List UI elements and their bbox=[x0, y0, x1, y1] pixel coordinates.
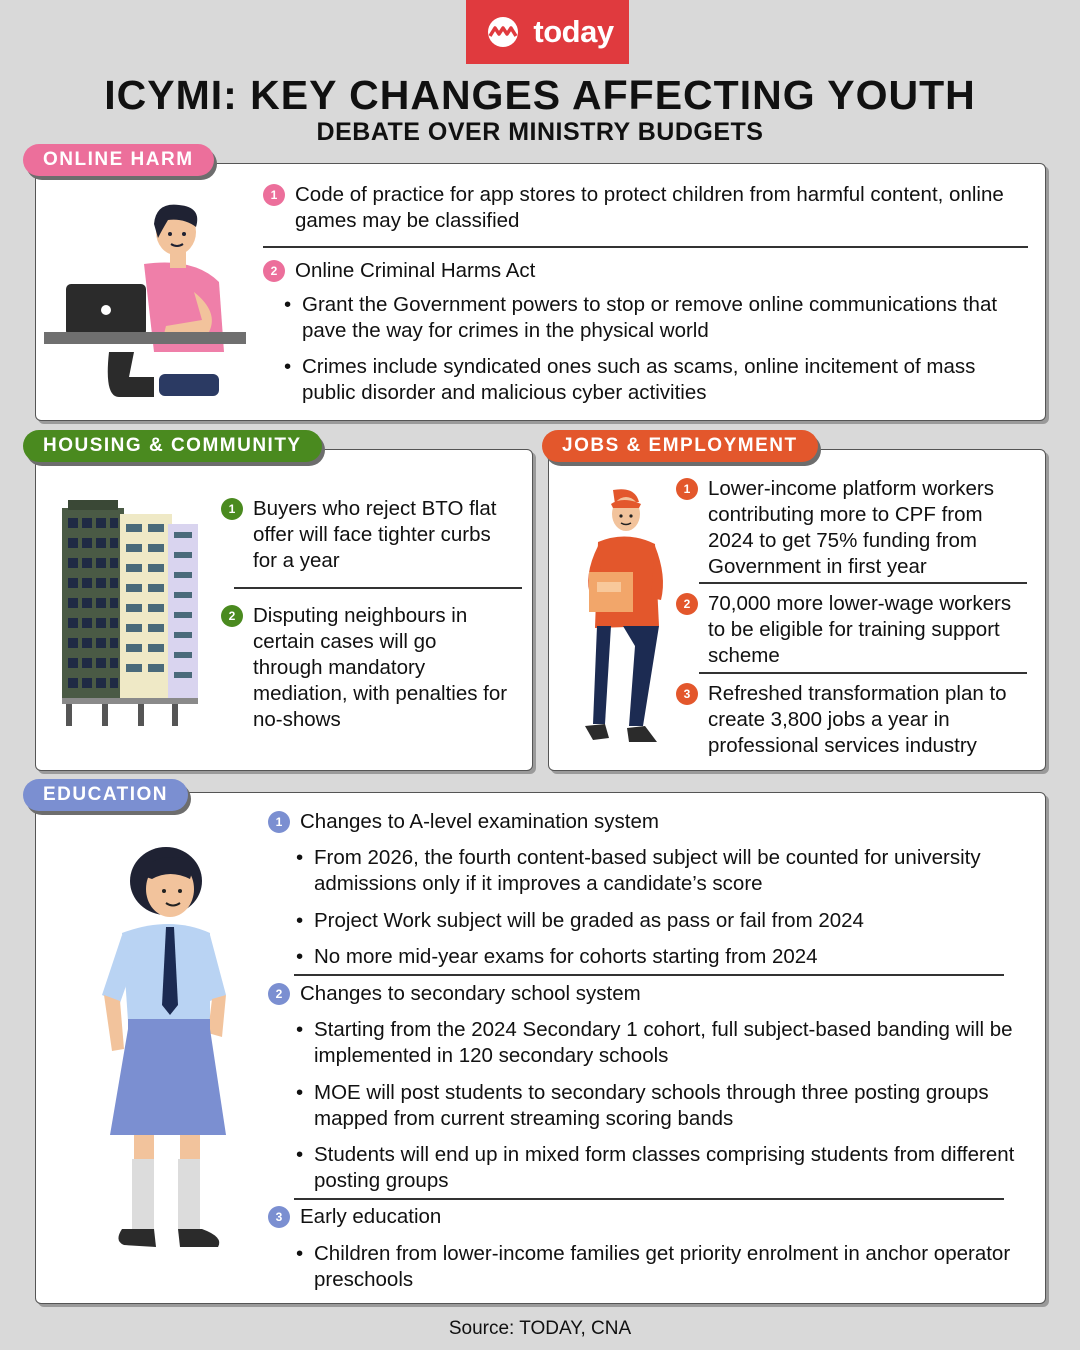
number-badge-1: 1 bbox=[268, 811, 290, 833]
online-harm-tag: ONLINE HARM bbox=[23, 144, 214, 176]
laptop-person-illustration bbox=[44, 202, 254, 402]
jobs-tag: JOBS & EMPLOYMENT bbox=[542, 430, 818, 462]
divider bbox=[294, 974, 1004, 976]
jobs-panel bbox=[548, 449, 1046, 771]
housing-tag: HOUSING & COMMUNITY bbox=[23, 430, 322, 462]
education-panel bbox=[35, 792, 1046, 1304]
housing-item-2 bbox=[221, 603, 511, 733]
jobs-item-2 bbox=[676, 591, 1021, 669]
item-text: Buyers who reject BTO flat offer will face tighter curbs for a year bbox=[253, 497, 497, 572]
item-text: 70,000 more lower-wage workers to be eligible for training support scheme bbox=[708, 592, 1012, 667]
brand-name: today bbox=[533, 14, 614, 49]
source-note: Source: TODAY, CNA bbox=[448, 1318, 632, 1339]
page-title: ICYMI: KEY CHANGES AFFECTING YOUTH bbox=[104, 72, 976, 118]
number-badge-2: 2 bbox=[268, 983, 290, 1005]
housing-item-1 bbox=[221, 496, 511, 574]
item-text: Changes to A-level examination system bbox=[300, 810, 659, 833]
online-harm-bullet-2: • Crimes include syndicated ones such as scams, online incitement of mass public disorder and malicious cyber activities bbox=[284, 354, 1032, 406]
divider bbox=[699, 672, 1027, 674]
number-badge-3: 3 bbox=[268, 1206, 290, 1228]
item-text: Lower-income platform workers contributing more to CPF from 2024 to get 75% funding from Government in first year bbox=[708, 477, 994, 578]
page-subtitle: DEBATE OVER MINISTRY BUDGETS bbox=[316, 118, 764, 146]
education-item-2 bbox=[268, 981, 1008, 1007]
item-text: Changes to secondary school system bbox=[300, 982, 641, 1005]
education-tag: EDUCATION bbox=[23, 779, 188, 811]
student-illustration bbox=[94, 845, 244, 1265]
item-text: Refreshed transformation plan to create 3,800 jobs a year in professional services industry bbox=[708, 682, 1007, 757]
number-badge-2: 2 bbox=[221, 605, 243, 627]
education-bullet-3-1: • Children from lower-income families get priority enrolment in anchor operator preschools bbox=[296, 1241, 1034, 1293]
education-bullet-2-2: • MOE will post students to secondary schools through three posting groups mapped from current streaming scoring bands bbox=[296, 1080, 1034, 1132]
housing-panel bbox=[35, 449, 533, 771]
item-text: Disputing neighbours in certain cases will go through mandatory mediation, with penalties for no-shows bbox=[253, 604, 508, 731]
today-logo bbox=[466, 0, 629, 64]
online-harm-item-2 bbox=[263, 258, 1023, 284]
jobs-item-3 bbox=[676, 681, 1021, 759]
education-bullet-1-1: • From 2026, the fourth content-based subject will be counted for university admissions only if it improves a candidate’s score bbox=[296, 845, 1034, 897]
online-harm-bullet-1: • Grant the Government powers to stop or remove online communications that pave the way for crimes in the physical world bbox=[284, 292, 1032, 344]
jobs-item-1 bbox=[676, 476, 1021, 580]
divider bbox=[234, 587, 522, 589]
education-bullet-2-1: • Starting from the 2024 Secondary 1 cohort, full subject-based banding will be implemented in 120 secondary schools bbox=[296, 1017, 1034, 1069]
online-harm-panel bbox=[35, 163, 1046, 421]
number-badge-2: 2 bbox=[676, 593, 698, 615]
number-badge-1: 1 bbox=[263, 184, 285, 206]
education-item-1 bbox=[268, 809, 1008, 835]
online-harm-item-1 bbox=[263, 182, 1023, 234]
education-bullet-2-3: • Students will end up in mixed form classes comprising students from different posting groups bbox=[296, 1142, 1034, 1194]
hdb-building-illustration bbox=[62, 498, 202, 728]
delivery-worker-illustration bbox=[563, 486, 673, 756]
today-logo-icon bbox=[481, 17, 525, 47]
item-text: Early education bbox=[300, 1205, 442, 1228]
education-bullet-1-2: • Project Work subject will be graded as pass or fail from 2024 bbox=[296, 908, 1034, 934]
divider bbox=[263, 246, 1028, 248]
divider bbox=[699, 582, 1027, 584]
number-badge-1: 1 bbox=[676, 478, 698, 500]
divider bbox=[294, 1198, 1004, 1200]
education-bullet-1-3: • No more mid-year exams for cohorts starting from 2024 bbox=[296, 944, 1034, 970]
item-text: Online Criminal Harms Act bbox=[295, 259, 536, 282]
number-badge-2: 2 bbox=[263, 260, 285, 282]
number-badge-1: 1 bbox=[221, 498, 243, 520]
education-item-3 bbox=[268, 1204, 1008, 1230]
item-text: Code of practice for app stores to protect children from harmful content, online games may be classified bbox=[295, 183, 1004, 232]
number-badge-3: 3 bbox=[676, 683, 698, 705]
